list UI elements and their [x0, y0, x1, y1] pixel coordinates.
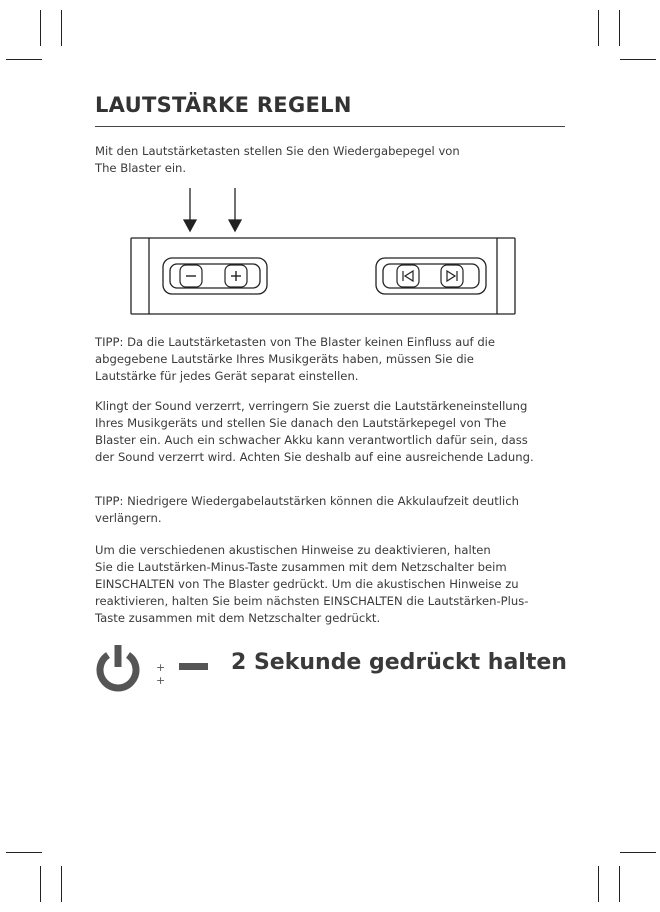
crop-mark: [598, 866, 599, 902]
text-line: der Sound verzerrt wird. Achten Sie deshalb auf eine ausreichende Ladung.: [95, 450, 534, 464]
crop-mark: [619, 866, 620, 902]
text-line: Blaster ein. Auch ein schwacher Akku kann verantwortlich dafür sein, dass: [95, 433, 528, 447]
crop-mark: [619, 10, 620, 46]
next-track-icon: [447, 271, 457, 281]
crop-mark: [6, 59, 42, 60]
text-line: reaktivieren, halten Sie beim nächsten EINSCHALTEN die Lautstärken-Plus-: [95, 594, 529, 608]
text-line: TIPP: Niedrigere Wiedergabelautstärken können die Akkulaufzeit deutlich: [95, 494, 519, 508]
text-line: Um die verschiedenen akustischen Hinweise zu deaktivieren, halten: [95, 543, 491, 557]
arrow-down-icon: [229, 188, 241, 231]
text-line: EINSCHALTEN von The Blaster gedrückt. Um die akustischen Hinweise zu: [95, 577, 519, 591]
text-line: Taste zusammen mit dem Netzschalter gedrückt.: [95, 611, 381, 625]
intro-paragraph: [95, 143, 567, 177]
battery-tip-paragraph: [95, 493, 567, 527]
text-line: Sie die Lautstärken-Minus-Taste zusammen mit dem Netzschalter beim: [95, 560, 507, 574]
acoustic-hints-paragraph: [95, 542, 567, 627]
crop-mark: [620, 852, 656, 853]
text-line: Klingt der Sound verzerrt, verringern Sie zuerst die Lautstärkeneinstellung: [95, 399, 528, 413]
plus-button[interactable]: [225, 265, 247, 287]
previous-track-button[interactable]: [397, 265, 419, 287]
text-line: The Blaster ein.: [95, 161, 187, 175]
text-line: TIPP: Da die Lautstärketasten von The Blaster keinen Einfluss auf die: [95, 335, 496, 349]
text-line: Ihres Musikgeräts und stellen Sie danach den Lautstärkepegel von The: [95, 416, 507, 430]
crop-mark: [620, 59, 656, 60]
crop-mark: [40, 866, 41, 902]
power-icon: [94, 642, 142, 698]
text-line: abgegebene Lautstärke Ihres Musikgeräts haben, müssen Sie die: [95, 352, 474, 366]
distortion-paragraph: [95, 398, 567, 466]
plus-symbol: +: [156, 661, 166, 674]
plus-symbol: +: [156, 674, 166, 687]
title-rule: [95, 126, 565, 127]
crop-mark: [6, 852, 42, 853]
plus-icon: [231, 271, 241, 281]
arrow-down-icon: [184, 188, 196, 231]
minus-button[interactable]: [180, 265, 202, 287]
crop-mark: [40, 10, 41, 46]
minus-key-icon: [179, 663, 208, 670]
text-line: Lautstärke für jedes Gerät separat einstellen.: [95, 369, 359, 383]
previous-track-icon: [403, 271, 413, 281]
crop-mark: [598, 10, 599, 46]
page-title: LAUTSTÄRKE REGELN: [95, 93, 352, 117]
speaker-illustration: [130, 186, 520, 322]
hold-instruction: 2 Sekunde gedrückt halten: [231, 650, 567, 675]
text-line: Mit den Lautstärketasten stellen Sie den Wiedergabepegel von: [95, 144, 460, 158]
text-line: verlängern.: [95, 511, 162, 525]
crop-mark: [61, 866, 62, 902]
tip-paragraph: [95, 334, 567, 385]
next-track-button[interactable]: [441, 265, 463, 287]
crop-mark: [61, 10, 62, 46]
